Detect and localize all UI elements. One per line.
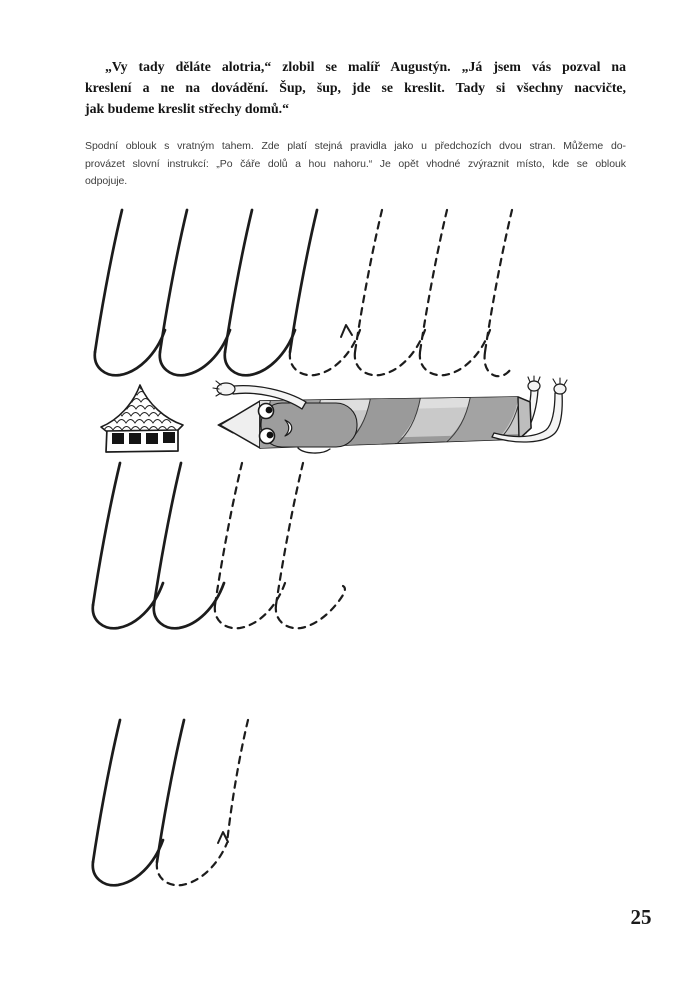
house-window <box>112 433 124 444</box>
stroke-arc-dashed <box>355 330 425 375</box>
instruction-paragraph <box>85 138 626 191</box>
practice-row-1 <box>85 200 545 390</box>
house-window <box>146 433 158 444</box>
stroke-arc-solid <box>93 583 163 628</box>
pencil-pupil <box>266 407 273 414</box>
practice-row-2 <box>85 455 375 645</box>
house-window <box>129 433 141 444</box>
stroke-arc-solid <box>93 840 163 885</box>
stroke-arc-solid <box>95 330 165 375</box>
stroke-line-solid <box>154 463 181 605</box>
practice-row-3 <box>85 712 315 907</box>
stroke-line-dashed <box>215 463 242 605</box>
stroke-arc-dashed <box>215 583 285 628</box>
direction-arrow-icon <box>341 325 352 337</box>
stroke-line-solid <box>95 210 122 352</box>
stroke-line-dashed <box>227 720 248 843</box>
pencil-face-patch <box>261 403 357 447</box>
illustration <box>90 375 590 463</box>
instruction-line-1: Spodní oblouk s vratným tahem. Zde platí stejná pravidla jako u předchozích dvou stran. Můžeme do- <box>85 140 626 152</box>
quote-paragraph <box>85 56 626 119</box>
pencil-end-cap <box>518 397 531 439</box>
stroke-arc-dashed <box>290 330 360 375</box>
stroke-line-dashed <box>276 463 303 605</box>
stroke-tail-dashed <box>276 586 345 628</box>
stroke-arc-solid <box>160 330 230 375</box>
house-window <box>163 432 175 443</box>
quote-line-3: jak budeme kreslit střechy domů.“ <box>85 101 290 116</box>
pencil-foot-fingers <box>528 376 540 382</box>
page-number: 25 <box>630 905 652 929</box>
stroke-line-solid <box>157 720 184 862</box>
pencil-wood-cone <box>220 401 260 448</box>
pencil-chin-bump <box>298 448 330 453</box>
pencil-pupil <box>267 432 274 439</box>
stroke-line-solid <box>93 720 120 862</box>
stroke-arc-solid <box>225 330 295 375</box>
instruction-line-3: odpojuje. <box>85 175 128 187</box>
stroke-tail-dashed <box>485 352 510 376</box>
stroke-arc-solid <box>154 583 224 628</box>
pencil-hand-fingers <box>553 378 567 385</box>
direction-arrow-icon <box>218 832 228 843</box>
quote-line-2: kreslení a ne na dovádění. Šup, šup, jde se kreslit. Tady si všechny nacvičte, <box>85 80 626 95</box>
quote-line-1: „Vy tady děláte alotria,“ zlobil se malíř Augustýn. „Já jsem vás pozval na <box>105 59 626 74</box>
house <box>101 385 183 452</box>
stroke-arc-dashed <box>157 843 227 885</box>
instruction-line-2: provázet slovní instrukcí: „Po čáře dolů a hou nahoru.“ Je opět vhodné zvýraznit místo, kde se oblouk <box>85 157 626 170</box>
stroke-line-solid <box>93 463 120 605</box>
pencil-character <box>213 376 567 453</box>
stroke-arc-dashed <box>420 330 490 375</box>
